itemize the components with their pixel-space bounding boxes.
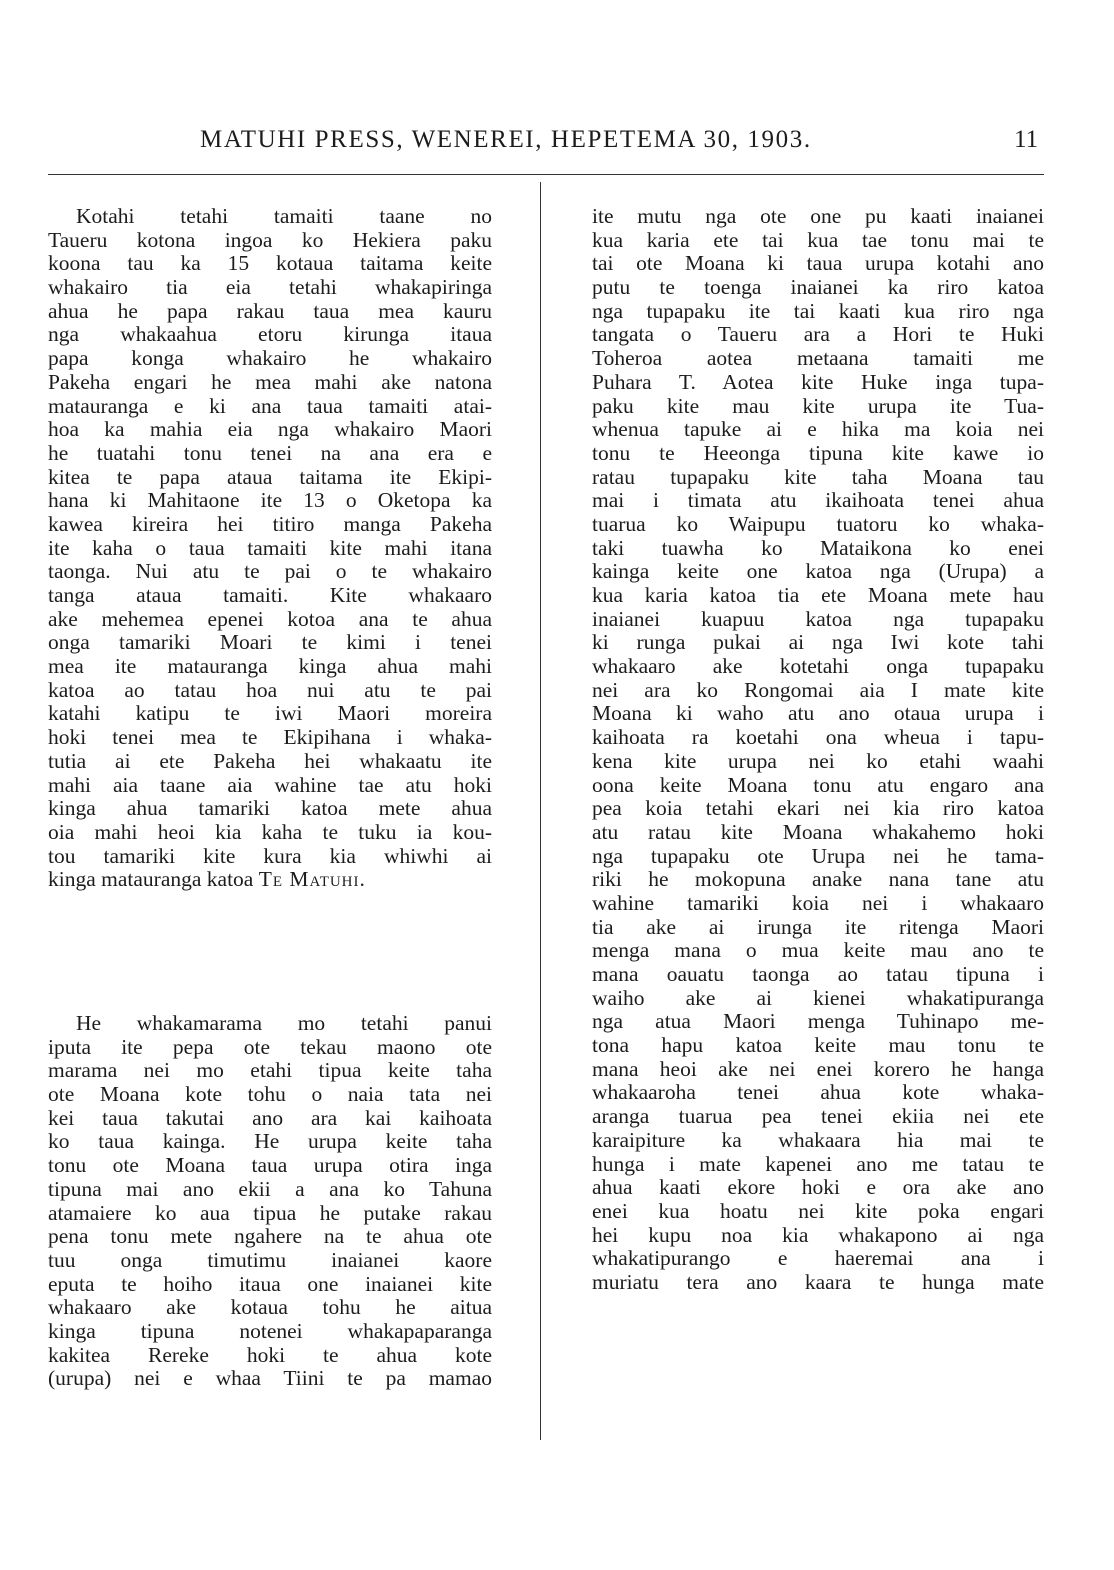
text-line: riki he mokopuna anake nana tane atu <box>592 868 1044 892</box>
text-line: kinga tipuna notenei whakapaparanga <box>48 1319 492 1343</box>
text-line: nga whakaahua etoru kirunga itaua <box>48 323 492 347</box>
text-line: whakaaro ake kotetahi onga tupapaku <box>592 655 1044 679</box>
text-line: ite kaha o taua tamaiti kite mahi itana <box>48 536 492 560</box>
right-column-article <box>592 205 1044 1295</box>
text-line: Pakeha engari he mea mahi ake natona <box>48 370 492 394</box>
text-line: nga atua Maori menga Tuhinapo me- <box>592 1010 1044 1034</box>
text-line: kua karia ete tai kua tae tonu mai te <box>592 228 1044 252</box>
text-line: whenua tapuke ai e hika ma koia nei <box>592 418 1044 442</box>
text-line: mea ite matauranga kinga ahua mahi <box>48 655 492 679</box>
text-line: waiho ake ai kienei whakatipuranga <box>592 986 1044 1010</box>
text-line: enei kua hoatu nei kite poka engari <box>592 1199 1044 1223</box>
text-line: ratau tupapaku kite taha Moana tau <box>592 465 1044 489</box>
text-line: atamaiere ko aua tipua he putake rakau <box>48 1201 492 1225</box>
text-line: matauranga e ki ana taua tamaiti atai- <box>48 394 492 418</box>
text-line: tona hapu katoa keite mau tonu te <box>592 1034 1044 1058</box>
text-line: Taueru kotona ingoa ko Hekiera paku <box>48 228 492 252</box>
text-line: ite mutu nga ote one pu kaati inaianei <box>592 205 1044 228</box>
text-line: hana ki Mahitaone ite 13 o Oketopa ka <box>48 489 492 513</box>
text-line: kitea te papa ataua taitama ite Ekipi- <box>48 465 492 489</box>
text-line: whakaaroha tenei ahua kote whaka- <box>592 1081 1044 1105</box>
text-line: tuarua ko Waipupu tuatoru ko whaka- <box>592 512 1044 536</box>
text-line: koona tau ka 15 kotaua taitama keite <box>48 252 492 276</box>
text-line: oona keite Moana tonu atu engaro ana <box>592 773 1044 797</box>
text-line: tangata o Taueru ara a Hori te Huki <box>592 323 1044 347</box>
header-rule <box>48 174 1044 175</box>
text-line: ahua kaati ekore hoki e ora ake ano <box>592 1176 1044 1200</box>
text-line-with-signature <box>48 868 492 892</box>
text-line: tutia ai ete Pakeha hei whakaatu ite <box>48 749 492 773</box>
text-line: aranga tuarua pea tenei ekiia nei ete <box>592 1105 1044 1129</box>
text-line: papa konga whakairo he whakairo <box>48 347 492 371</box>
text-line: muriatu tera ano kaara te hunga mate <box>592 1270 1044 1294</box>
column-divider <box>540 182 541 1440</box>
text-line: mana oauatu taonga ao tatau tipuna i <box>592 963 1044 986</box>
text-line: (urupa) nei e whaa Tiini te pa mamao <box>48 1367 492 1391</box>
text-line: hoa ka mahia eia nga whakairo Maori <box>48 418 492 442</box>
text-line: nei ara ko Rongomai aia I mate kite <box>592 678 1044 702</box>
text-line: eputa te hoiho itaua one inaianei kite <box>48 1272 492 1296</box>
text-line: ake mehemea epenei kotoa ana te ahua <box>48 607 492 631</box>
text-line: Puhara T. Aotea kite Huke inga tupa- <box>592 370 1044 394</box>
text-line: tuu onga timutimu inaianei kaore <box>48 1248 492 1272</box>
text-line: pea koia tetahi ekari nei kia riro katoa <box>592 797 1044 821</box>
text-line: marama nei mo etahi tipua keite taha <box>48 1059 492 1083</box>
text-line: katahi katipu te iwi Maori moreira <box>48 702 492 726</box>
text-line: tia ake ai irunga ite ritenga Maori <box>592 915 1044 939</box>
text-line: onga tamariki Moari te kimi i tenei <box>48 631 492 655</box>
text-line: katoa ao tatau hoa nui atu te pai <box>48 678 492 702</box>
text-line: iputa ite pepa ote tekau maono ote <box>48 1035 492 1059</box>
text-line: Toheroa aotea metaana tamaiti me <box>592 347 1044 371</box>
text-line: kawea kireira hei titiro manga Pakeha <box>48 512 492 536</box>
text-line: kaihoata ra koetahi ona wheua i tapu- <box>592 726 1044 750</box>
signature: Te Matuhi. <box>258 868 366 892</box>
text-line: mai i timata atu ikaihoata tenei ahua <box>592 489 1044 513</box>
text-line: atu ratau kite Moana whakahemo hoki <box>592 820 1044 844</box>
text-line: ki runga pukai ai nga Iwi kote tahi <box>592 631 1044 655</box>
text-line: mahi aia taane aia wahine tae atu hoki <box>48 773 492 797</box>
text-line: Moana ki waho atu ano otaua urupa i <box>592 702 1044 726</box>
text-line: ahua he papa rakau taua mea kauru <box>48 299 492 323</box>
text-line: hunga i mate kapenei ano me tatau te <box>592 1152 1044 1176</box>
text-line: inaianei kuapuu katoa nga tupapaku <box>592 607 1044 631</box>
text-line: hoki tenei mea te Ekipihana i whaka- <box>48 726 492 750</box>
text-line: pena tonu mete ngahere na te ahua ote <box>48 1225 492 1249</box>
text-line: taonga. Nui atu te pai o te whakairo <box>48 560 492 584</box>
text-line: taki tuawha ko Mataikona ko enei <box>592 536 1044 560</box>
text-line: nga tupapaku ote Urupa nei he tama- <box>592 844 1044 868</box>
text-line: whakairo tia eia tetahi whakapiringa <box>48 276 492 300</box>
text-line: kinga ahua tamariki katoa mete ahua <box>48 797 492 821</box>
text-line: oia mahi heoi kia kaha te tuku ia kou- <box>48 820 492 844</box>
text-line: ote Moana kote tohu o naia tata nei <box>48 1083 492 1107</box>
text-line: mana heoi ake nei enei korero he hanga <box>592 1057 1044 1081</box>
text-line: He whakamarama mo tetahi panui <box>76 1012 492 1035</box>
text-line: tonu ote Moana taua urupa otira inga <box>48 1154 492 1178</box>
page-number: 11 <box>1014 126 1039 153</box>
text-line: whakatipurango e haeremai ana i <box>592 1247 1044 1271</box>
text-line: putu te toenga inaianei ka riro katoa <box>592 276 1044 300</box>
text-line: menga mana o mua keite mau ano te <box>592 939 1044 963</box>
left-column-article-1 <box>48 205 492 892</box>
text-line: paku kite mau kite urupa ite Tua- <box>592 394 1044 418</box>
text-line: tipuna mai ano ekii a ana ko Tahuna <box>48 1177 492 1201</box>
text-line: nga tupapaku ite tai kaati kua riro nga <box>592 299 1044 323</box>
text-line: hei kupu noa kia whakapono ai nga <box>592 1223 1044 1247</box>
text-line: kainga keite one katoa nga (Urupa) a <box>592 560 1044 584</box>
text-line: he tuatahi tonu tenei na ana era e <box>48 441 492 465</box>
text-line: tou tamariki kite kura kia whiwhi ai <box>48 844 492 868</box>
text-line: kakitea Rereke hoki te ahua kote <box>48 1343 492 1367</box>
text-line: karaipiture ka whakaara hia mai te <box>592 1128 1044 1152</box>
text-line: tanga ataua tamaiti. Kite whakaaro <box>48 584 492 607</box>
newspaper-header-title: MATUHI PRESS, WENEREI, HEPETEMA 30, 1903. <box>200 126 812 153</box>
text-line: Kotahi tetahi tamaiti taane no <box>76 205 492 228</box>
text-line: kinga matauranga katoa <box>48 868 254 892</box>
text-line: ko taua kainga. He urupa keite taha <box>48 1130 492 1154</box>
text-line: tai ote Moana ki taua urupa kotahi ano <box>592 252 1044 276</box>
text-line: tonu te Heeonga tipuna kite kawe io <box>592 441 1044 465</box>
text-line: whakaaro ake kotaua tohu he aitua <box>48 1296 492 1320</box>
page-header <box>0 120 1114 160</box>
left-column-article-2 <box>48 1012 492 1391</box>
text-line: wahine tamariki koia nei i whakaaro <box>592 891 1044 915</box>
text-line: kena kite urupa nei ko etahi waahi <box>592 749 1044 773</box>
text-line: kei taua takutai ano ara kai kaihoata <box>48 1106 492 1130</box>
text-line: kua karia katoa tia ete Moana mete hau <box>592 584 1044 607</box>
